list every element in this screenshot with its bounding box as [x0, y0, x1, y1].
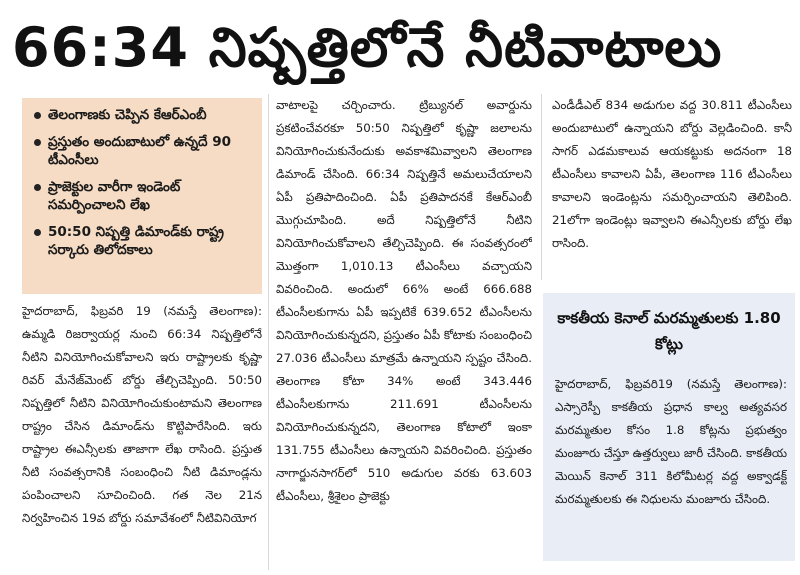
- highlight-text: ప్రస్తుతం అందుబాటులో ఉన్నదే 90 టీఎంసీలు: [48, 134, 232, 168]
- article-column-1: [22, 300, 262, 570]
- article-column-3: [552, 94, 792, 280]
- highlight-item: [32, 178, 254, 214]
- bullet-icon: [34, 229, 41, 236]
- column-divider: [268, 94, 269, 570]
- article-column-2: [276, 94, 532, 570]
- bullet-icon: [34, 139, 41, 146]
- article-headline: 66:34 నిష్పత్తిలోనే నీటివాటాలు: [12, 16, 723, 79]
- column-divider: [541, 94, 542, 280]
- highlight-text: 50:50 నిష్పత్తి డిమాండ్‌కు రాష్ట్ర సర్కారు తిలోదకాలు: [48, 224, 224, 258]
- highlight-text: తెలంగాణకు చెప్పిన కేఆర్ఎంబీ: [48, 107, 207, 123]
- column-3-text: ఎండీడీఎల్ 834 అడుగుల వద్ద 30.811 టీఎంసీలు అందుబాటులో ఉన్నాయని బోర్డు వెల్లడించింది. కానీ సాగర్ ఎడమకాలువ ఆయకట్టుకు అదనంగా 18 టీఎంసీలు కావాలని ఏపీ, తెలంగాణ 116 టీఎంసీలు కావాలని ఇండెంట్లను సమర్పించాయని తెలిపింది. 21లోగా ఇండెంట్లు ఇవ్వాలని ఈఎన్సీలకు బోర్డు లేఖ రాసింది.: [552, 98, 792, 250]
- highlight-item: [32, 106, 254, 124]
- highlight-text: ప్రాజెక్టుల వారీగా ఇండెంట్ సమర్పించాలని లేఖ: [48, 179, 181, 213]
- highlight-item: [32, 133, 254, 169]
- sidebar-news-box: [543, 293, 795, 561]
- highlights-box: [22, 98, 262, 294]
- highlight-item: [32, 223, 254, 259]
- bullet-icon: [34, 112, 41, 119]
- sidebar-news-body: హైదరాబాద్, ఫిబ్రవరి19 (నమస్తే తెలంగాణ): ఎస్సారెస్పీ కాకతీయ ప్రధాన కాల్వ అత్యవసర మరమ్మతుల కోసం 1.8 కోట్లను ప్రభుత్వం మంజూరు చేస్తూ ఉత్తర్వులు జారీ చేసింది. కాకతీయ మెయిన్ కెనాల్ 311 కిలోమీటర్ల వద్ద అక్వాడక్ట్ మరమ్మతులకు ఈ నిధులను మంజూరు చేసింది.: [555, 377, 787, 506]
- bullet-icon: [34, 184, 41, 191]
- column-2-text: వాటాలపై చర్చించారు. ట్రిబ్యునల్ అవార్డును ప్రకటించేవరకూ 50:50 నిష్పత్తిలో కృష్ణా జలాలను వినియోగించుకునేందుకు అవకాశమివ్వాలని తెలంగాణ డిమాండ్ చేసింది. 66:34 నిష్పత్తినే అమలుచేయాలని ఏపీ ప్రతిపాదించింది. ఏపీ ప్రతిపాదనకే కేఆర్ఎంబీ మొగ్గుచూపింది. అదే నిష్పత్తిలోనే నీటిని వినియోగించుకోవాలని తేల్చిచెప్పింది. ఈ సంవత్సరంలో మొత్తంగా 1,010.13 టీఎంసీలు వచ్చాయని వివరించింది. అందులో 66% అంటే 666.688 టీఎంసీలకుగాను ఏపీ ఇప్పటికే 639.652 టీఎంసీలను వినియోగించుకున్నదని, ప్రస్తుతం ఏపీ కోటాకు సంబంధించి 27.036 టీఎంసీలు మాత్రమే ఉన్నాయని స్పష్టం చేసింది. తెలంగాణ కోటా 34% అంటే 343.446 టీఎంసీలకుగాను 211.691 టీఎంసీలను వినియోగించుకున్నదని, తెలంగాణ కోటాలో ఇంకా 131.755 టీఎంసీలు ఉన్నాయని వివరించింది. ప్రస్తుతం నాగార్జునసాగర్‌లో 510 అడుగుల వరకు 63.603 టీఎంసీలు, శ్రీశైలం ప్రాజెక్టు: [276, 98, 532, 503]
- column-1-text: హైదరాబాద్, ఫిబ్రవరి 19 (నమస్తే తెలంగాణ): ఉమ్మడి రిజర్వాయర్ల నుంచి 66:34 నిష్పత్తిలోనే నీటిని వినియోగించుకోవాలని ఇరు రాష్ట్రాలకు కృష్ణా రివర్ మేనేజ్‌మెంట్ బోర్డు తేల్చిచెప్పింది. 50:50 నిష్పత్తిలో నీటిని వినియోగించుకుంటామని తెలంగాణ రాష్ట్రం చేసిన డిమాండ్‌ను కొట్టిపారేసింది. ఇరు రాష్ట్రాల ఈఎన్సీలకు తాజాగా లేఖ రాసింది. ప్రస్తుత నీటి సంవత్సరానికి సంబంధించి నీటి డిమాండ్లను పంపించాలని సూచించింది. గత నెల 21న నిర్వహించిన 19వ బోర్డు సమావేశంలో నీటివినియోగ: [22, 304, 262, 525]
- sidebar-news-title: కాకతీయ కెనాల్ మరమ్మతులకు 1.80 కోట్లు: [557, 309, 781, 353]
